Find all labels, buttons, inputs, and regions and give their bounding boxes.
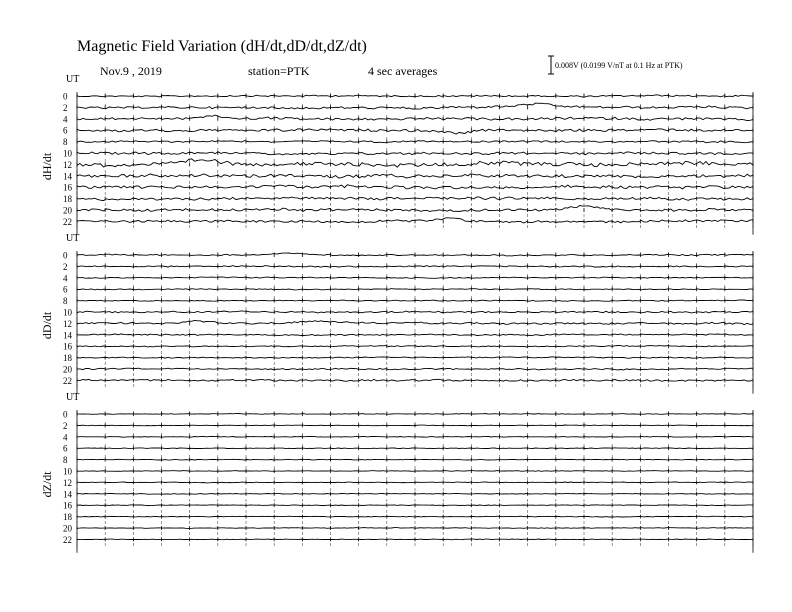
row-label: 8 [63,455,68,466]
row-label: 12 [63,477,72,488]
row-label: 16 [63,341,72,352]
row-label: 6 [63,443,68,454]
averaging-label: 4 sec averages [368,64,438,78]
row-label: 16 [63,182,72,193]
row-label: 2 [63,102,68,113]
row-label: 8 [63,137,68,148]
row-label: 8 [63,296,68,307]
row-label: 20 [63,205,72,216]
row-label: 14 [63,171,72,182]
row-label: 4 [63,114,68,125]
row-label: 2 [63,261,68,272]
panel-dH-dt [40,74,753,235]
row-label: 22 [63,534,72,545]
panel-dZ-dt [40,392,753,553]
row-label: 18 [63,353,72,364]
row-label: 0 [63,250,68,261]
row-label: 2 [63,420,68,431]
row-label: 10 [63,148,72,159]
row-label: 6 [63,125,68,136]
ut-axis-label: UT [66,392,80,403]
row-label: 22 [63,375,72,386]
row-label: 4 [63,432,68,443]
ut-axis-label: UT [66,74,80,85]
row-label: 16 [63,500,72,511]
row-label: 14 [63,489,72,500]
row-label: 18 [63,512,72,523]
y-axis-label: dZ/dt [40,471,54,498]
row-label: 20 [63,364,72,375]
row-label: 18 [63,194,72,205]
row-label: 12 [63,318,72,329]
row-label: 6 [63,284,68,295]
row-label: 20 [63,523,72,534]
row-label: 12 [63,159,72,170]
ut-axis-label: UT [66,233,80,244]
row-label: 0 [63,91,68,102]
y-axis-label: dH/dt [40,152,54,181]
row-label: 0 [63,409,68,420]
scale-bar-label: 0.008V (0.0199 V/nT at 0.1 Hz at PTK) [555,61,683,70]
row-label: 22 [63,216,72,227]
chart-title: Magnetic Field Variation (dH/dt,dD/dt,dZ/dt) [77,38,367,55]
date-label: Nov.9 , 2019 [100,64,162,78]
row-label: 4 [63,273,68,284]
y-axis-label: dD/dt [40,311,54,340]
row-label: 14 [63,330,72,341]
row-label: 10 [63,466,72,477]
row-label: 10 [63,307,72,318]
panel-dD-dt [40,233,753,394]
station-label: station=PTK [248,64,310,78]
